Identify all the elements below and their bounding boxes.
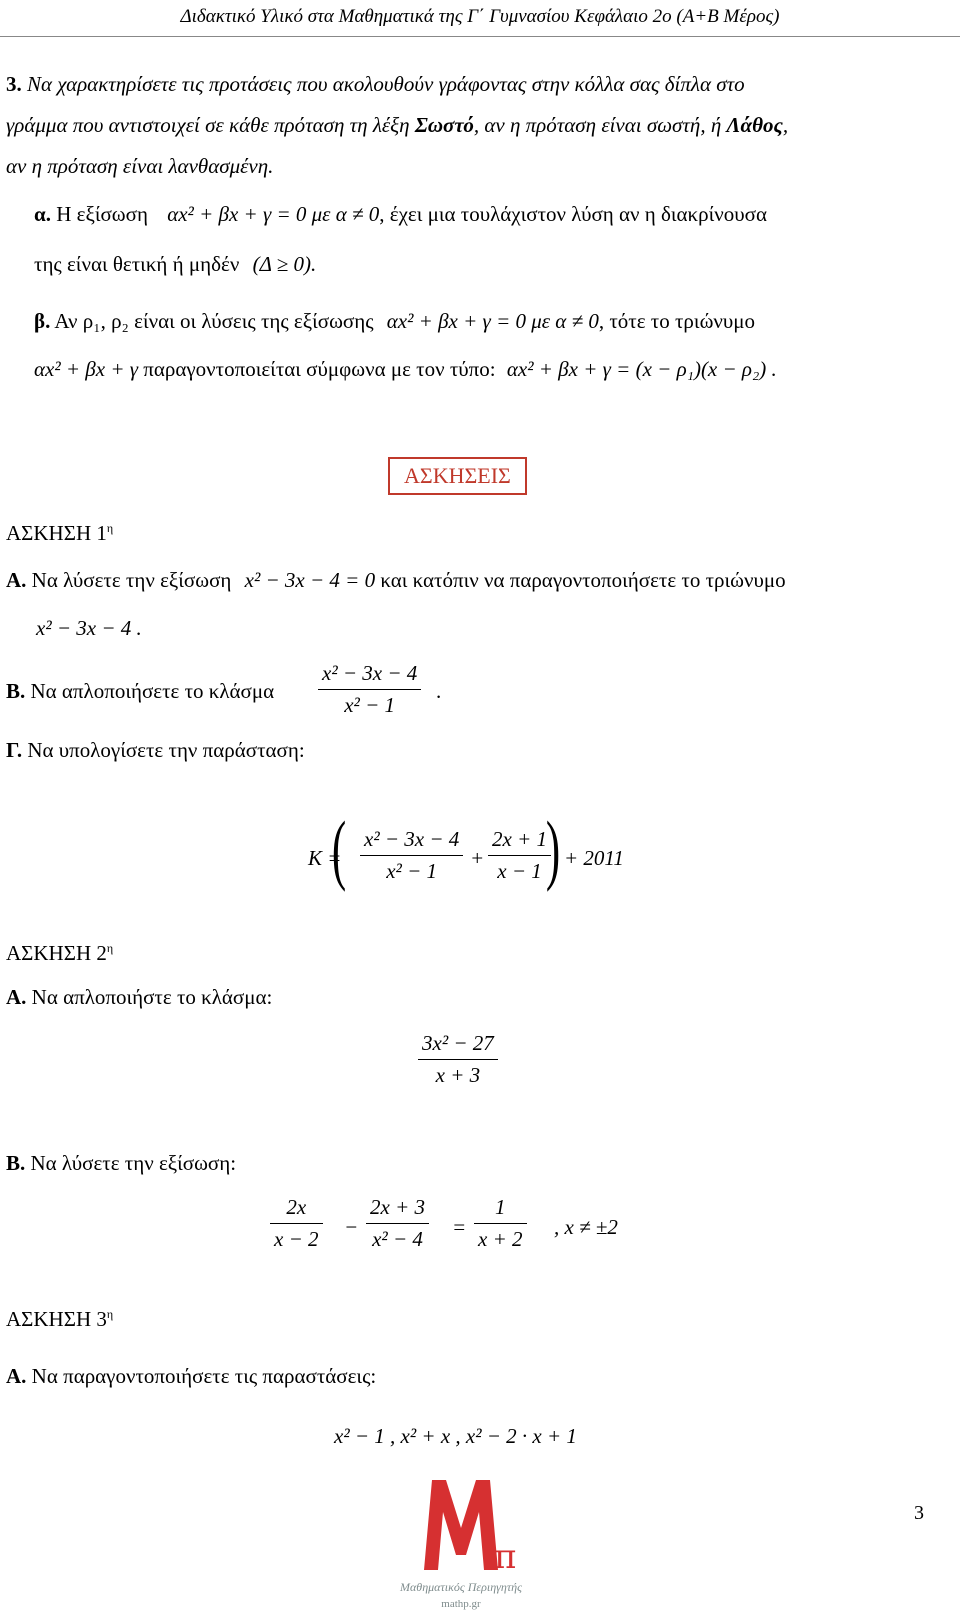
ex1-b-text: Να απλοποιήσετε το κλάσμα <box>30 679 275 703</box>
fraction-bar <box>360 855 463 856</box>
item-b-label: β. <box>34 309 51 333</box>
k-lhs: K = <box>308 846 342 870</box>
ex2-f3-numerator: 1 <box>495 1195 506 1219</box>
fraction-bar <box>474 1223 527 1224</box>
item-a-text3: της είναι θετική ή μηδέν <box>34 252 240 276</box>
ex2-b-text: Να λύσετε την εξίσωση: <box>30 1151 237 1175</box>
ex2-a-numerator: 3x² − 27 <box>422 1031 494 1055</box>
right-paren: ) <box>545 805 561 892</box>
ex2-a-fraction <box>418 1031 498 1088</box>
exercise-1-sup: η <box>106 521 114 535</box>
ex1-b-fraction <box>318 661 421 718</box>
q3-line2 <box>6 113 788 138</box>
exercise-1-title-text: ΑΣΚΗΣΗ 1 <box>6 521 107 545</box>
k-plus: + <box>470 846 485 870</box>
ex2-equals: = <box>452 1215 467 1239</box>
left-paren: ( <box>331 805 347 892</box>
q3-line3: αν η πρόταση είναι λανθασμένη. <box>6 154 274 178</box>
ex1-a-equation: x² − 3x − 4 = 0 <box>244 568 376 592</box>
k-fraction-2 <box>488 827 551 884</box>
q3-line2-c: , αν η πρόταση είναι σωστή, ή <box>473 113 727 137</box>
fraction-bar <box>366 1223 429 1224</box>
item-a-equation: αx² + βx + γ = 0 με α ≠ 0 <box>167 202 380 226</box>
ex3-a <box>6 1364 376 1389</box>
logo-text: Μαθηματικός Περιηγητής <box>400 1580 522 1594</box>
page-number: 3 <box>914 1502 924 1524</box>
exercise-3-sup: η <box>106 1307 114 1321</box>
fraction-bar <box>488 855 551 856</box>
exercise-1-title <box>6 521 113 546</box>
exercise-3-title-text: ΑΣΚΗΣΗ 3 <box>6 1307 107 1331</box>
q3-number: 3. <box>6 72 22 96</box>
item-b-factor-formula: αx² + βx + γ = (x − ρ₁)(x − ρ₂) . <box>506 357 777 381</box>
item-b-trinomial: αx² + βx + γ <box>34 357 139 381</box>
item-b-text1: Αν ρ₁, ρ₂ είναι οι λύσεις της εξίσωσης <box>54 309 374 333</box>
ex1-g <box>6 738 305 763</box>
item-b-text2: , τότε το τριώνυμο <box>598 309 756 333</box>
fraction-bar <box>318 689 421 690</box>
q3-line1 <box>6 72 745 97</box>
svg-text:π: π <box>494 1537 517 1577</box>
ex1-b <box>6 679 274 704</box>
item-a-text1: Η εξίσωση <box>56 202 148 226</box>
ex3-expressions: x² − 1 , x² + x , x² − 2 · x + 1 <box>334 1424 577 1448</box>
ex1-b-period: . <box>436 679 442 703</box>
ex1-a-trinomial: x² − 3x − 4 . <box>36 616 142 640</box>
k-f1-numerator: x² − 3x − 4 <box>364 827 460 851</box>
logo-url: mathp.gr <box>441 1598 481 1610</box>
exercise-3-title <box>6 1307 113 1332</box>
item-a-condition: (Δ ≥ 0). <box>252 252 317 276</box>
fraction-bar <box>270 1223 323 1224</box>
q3-item-a-cont <box>34 252 316 277</box>
item-b-equation: αx² + βx + γ = 0 με α ≠ 0 <box>386 309 599 333</box>
ex2-b-fraction-3 <box>474 1195 527 1252</box>
ex1-a <box>6 568 786 593</box>
k-f2-denominator: x − 1 <box>497 859 542 883</box>
k-f2-numerator: 2x + 1 <box>492 827 547 851</box>
ex2-minus: − <box>344 1215 359 1239</box>
exercises-title-box: ΑΣΚΗΣΕΙΣ <box>388 457 527 495</box>
ex1-b-denominator: x² − 1 <box>344 693 396 717</box>
ex2-b-fraction-2 <box>366 1195 429 1252</box>
ex3-a-text: Να παραγοντοποιήσετε τις παραστάσεις: <box>31 1364 377 1388</box>
ex2-f1-numerator: 2x <box>286 1195 307 1219</box>
ex2-a-label: Α. <box>6 985 27 1009</box>
ex2-f2-numerator: 2x + 3 <box>370 1195 425 1219</box>
ex2-condition: , x ≠ ±2 <box>554 1215 618 1239</box>
k-fraction-1 <box>360 827 463 884</box>
logo-mark-icon <box>366 1470 556 1580</box>
k-tail: + 2011 <box>564 846 624 870</box>
ex2-b-fraction-1 <box>270 1195 323 1252</box>
q3-item-a <box>34 202 767 227</box>
q3-item-b <box>34 309 755 334</box>
ex1-b-numerator: x² − 3x − 4 <box>322 661 418 685</box>
ex1-g-text: Να υπολογίσετε την παράσταση: <box>27 738 305 762</box>
ex2-b <box>6 1151 236 1176</box>
ex2-f1-denominator: x − 2 <box>274 1227 319 1251</box>
fraction-bar <box>418 1059 498 1060</box>
word-wrong: Λάθος <box>726 113 783 137</box>
exercise-2-title-text: ΑΣΚΗΣΗ 2 <box>6 941 107 965</box>
ex2-a <box>6 985 272 1010</box>
q3-line2-a: γράμμα που αντιστοιχεί σε κάθε πρόταση τη λέξη <box>6 113 415 137</box>
ex2-a-text: Να απλοποιήστε το κλάσμα: <box>31 985 273 1009</box>
item-a-label: α. <box>34 202 51 226</box>
ex1-a-label: Α. <box>6 568 27 592</box>
ex1-g-label: Γ. <box>6 738 23 762</box>
exercise-2-title <box>6 941 113 966</box>
word-correct: Σωστό <box>414 113 474 137</box>
q3-line2-e: , <box>782 113 789 137</box>
logo <box>366 1470 556 1616</box>
q3-item-b-cont <box>34 357 777 382</box>
ex2-f2-denominator: x² − 4 <box>372 1227 423 1251</box>
ex1-a-text2: και κατόπιν να παραγοντοποιήσετε το τριώνυμο <box>380 568 786 592</box>
ex1-b-label: Β. <box>6 679 26 703</box>
page-header: Διδακτικό Υλικό στα Μαθηματικά της Γ΄ Γυμνασίου Κεφάλαιο 2ο (Α+Β Μέρος) <box>180 6 780 27</box>
ex3-a-label: Α. <box>6 1364 27 1388</box>
item-a-text2: , έχει μια τουλάχιστον λύση αν η διακρίνουσα <box>379 202 767 226</box>
ex2-b-label: Β. <box>6 1151 26 1175</box>
ex2-a-denominator: x + 3 <box>435 1063 481 1087</box>
k-f1-denominator: x² − 1 <box>386 859 438 883</box>
header-rule <box>0 36 960 37</box>
ex1-a-text1: Να λύσετε την εξίσωση <box>31 568 232 592</box>
item-b-text3: παραγοντοποιείται σύμφωνα με τον τύπο: <box>143 357 496 381</box>
exercise-2-sup: η <box>106 941 114 955</box>
q3-line1-text: Να χαρακτηρίσετε τις προτάσεις που ακολουθούν γράφοντας στην κόλλα σας δίπλα στο <box>27 72 745 96</box>
ex2-f3-denominator: x + 2 <box>478 1227 523 1251</box>
